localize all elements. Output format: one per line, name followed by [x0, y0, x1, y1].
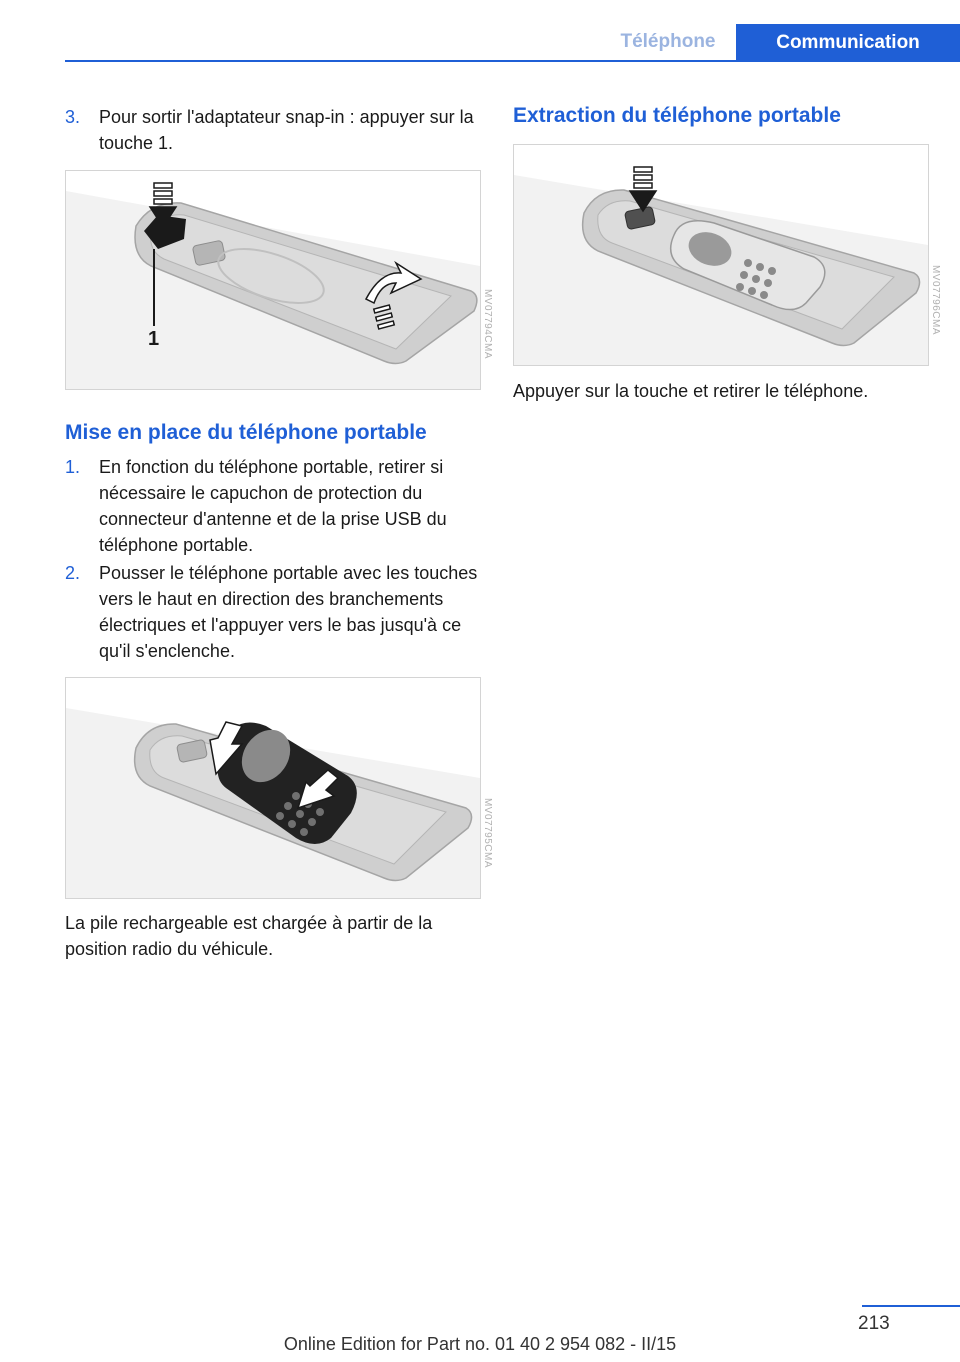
tab-communication[interactable]: Communication [736, 24, 960, 62]
step-text: En fonction du téléphone portable, retirer si nécessaire le capuchon de protection du connecteur d'antenne et de la prise USB du téléphone portable. [99, 457, 447, 555]
step-2 [65, 560, 481, 664]
battery-note: La pile rechargeable est chargée à partir de la position radio du véhicule. [65, 913, 433, 959]
figure-code: MV07794CMA [482, 288, 493, 359]
step-number: 2. [65, 563, 81, 583]
figure-snap-in-adapter [65, 170, 493, 390]
extract-phone-illustration [514, 145, 928, 365]
section-heading-extract: Extraction du téléphone portable [513, 104, 841, 127]
insert-phone-illustration [66, 678, 480, 898]
step-number: 3. [65, 107, 81, 127]
figure-code: MV07796CMA [930, 264, 941, 335]
step-3 [65, 104, 481, 156]
callout-number: 1 [148, 328, 160, 350]
step-1 [65, 454, 481, 558]
step-number: 1. [65, 457, 81, 477]
step-text: Pousser le téléphone portable avec les touches vers le haut en direction des branchements électriques et l'appuyer vers le bas jusqu'à ce qu'il s'enclenche. [99, 563, 478, 661]
figure-extract-phone [513, 144, 941, 366]
page-number: 213 [858, 1313, 890, 1334]
extract-instruction: Appuyer sur la touche et retirer le téléphone. [513, 381, 869, 401]
tab-telephone[interactable]: Téléphone [620, 31, 716, 52]
figure-insert-phone [65, 677, 493, 899]
section-heading-insert: Mise en place du téléphone portable [65, 421, 427, 444]
figure-code: MV07795CMA [482, 797, 493, 868]
footer-rule [862, 1305, 960, 1307]
header-rule [65, 60, 960, 62]
edition-note: Online Edition for Part no. 01 40 2 954 082 - II/15 [283, 1334, 677, 1354]
snap-in-adapter-illustration [66, 171, 480, 389]
step-text: Pour sortir l'adaptateur snap-in : appuyer sur la touche 1. [99, 107, 474, 153]
